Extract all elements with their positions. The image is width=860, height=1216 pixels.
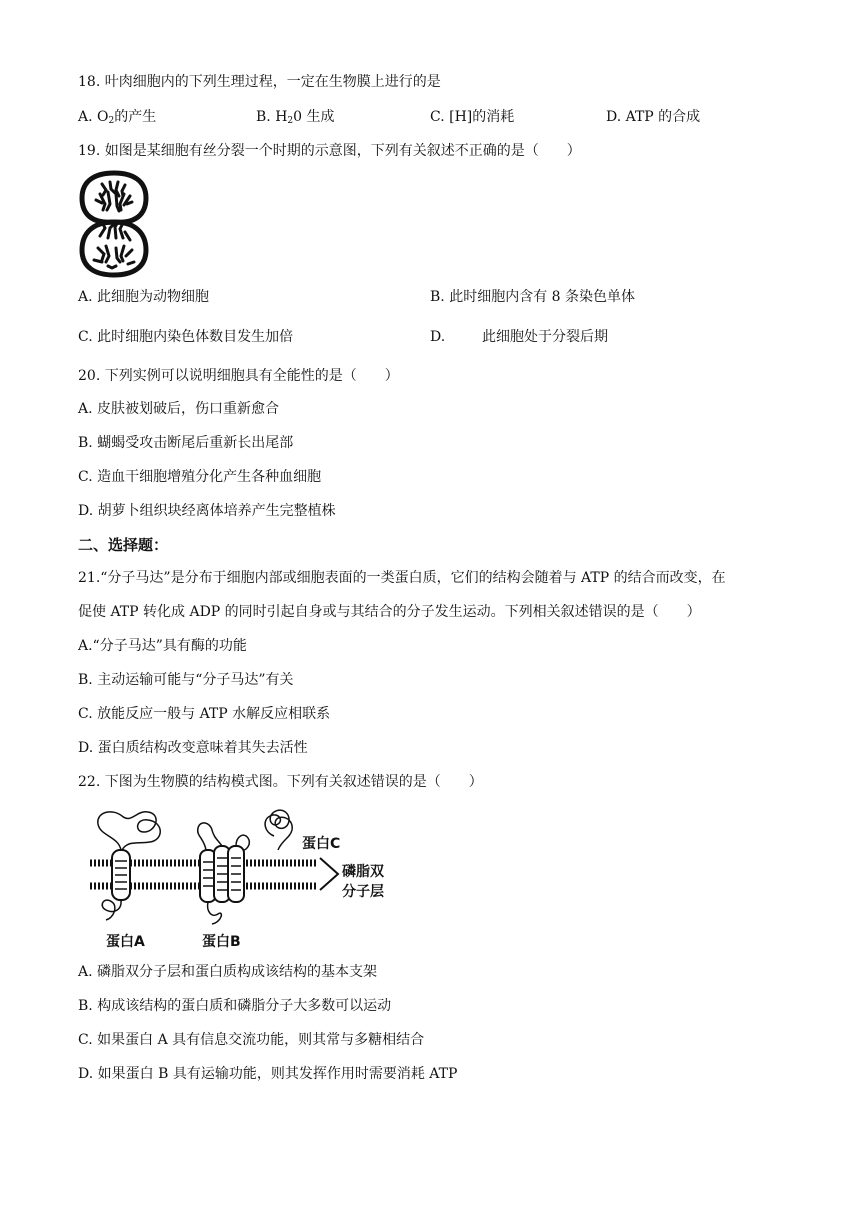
q19-stem: 19. 如图是某细胞有丝分裂一个时期的示意图，下列有关叙述不正确的是（ ） bbox=[78, 143, 581, 159]
q19-option-c: C. 此时细胞内染色体数目发生加倍 bbox=[78, 329, 294, 345]
section-heading: 二、选择题： bbox=[78, 536, 169, 554]
membrane-structure-figure bbox=[88, 806, 398, 954]
q22-option-a: A. 磷脂双分子层和蛋白质构成该结构的基本支架 bbox=[78, 964, 378, 980]
label-protein-c: 蛋白C bbox=[302, 836, 341, 852]
q22-option-c: C. 如果蛋白 A 具有信息交流功能，则其常与多糖相结合 bbox=[78, 1032, 425, 1048]
q20-option-a: A. 皮肤被划破后，伤口重新愈合 bbox=[78, 401, 280, 417]
q22-option-b: B. 构成该结构的蛋白质和磷脂分子大多数可以运动 bbox=[78, 998, 392, 1014]
q18-option-d: D. ATP 的合成 bbox=[606, 109, 701, 125]
q18-option-c: C. [H]的消耗 bbox=[430, 109, 515, 125]
q19-option-d-label: D. bbox=[430, 329, 446, 345]
q21-option-a: A.“分子马达”具有酶的功能 bbox=[78, 638, 247, 654]
q20-option-b: B. 蝴蝎受攻击断尾后重新长出尾部 bbox=[78, 435, 294, 451]
q21-stem-line1: 21.“分子马达”是分布于细胞内部或细胞表面的一类蛋白质，它们的结构会随着与 ATP 的结合而改变，在 bbox=[78, 570, 726, 586]
q18-option-a: A. $O_2$的产生 bbox=[78, 109, 157, 126]
label-bilayer-line1: 磷脂双 bbox=[342, 864, 384, 880]
q20-option-d: D. 胡萝卜组织块经离体培养产生完整植株 bbox=[78, 503, 336, 519]
q19-option-d-text: 此细胞处于分裂后期 bbox=[482, 329, 608, 345]
q20-option-c: C. 造血干细胞增殖分化产生各种血细胞 bbox=[78, 469, 322, 485]
q19-option-b: B. 此时细胞内含有 8 条染色单体 bbox=[430, 289, 635, 305]
label-protein-a: 蛋白A bbox=[106, 934, 145, 950]
mitosis-cell-figure bbox=[78, 170, 150, 278]
label-bilayer-line2: 分子层 bbox=[342, 884, 384, 900]
label-protein-b: 蛋白B bbox=[202, 934, 241, 950]
q18-option-b: B. $H_20$ 生成 bbox=[256, 109, 335, 126]
q22-option-d: D. 如果蛋白 B 具有运输功能，则其发挥作用时需要消耗 ATP bbox=[78, 1066, 458, 1082]
q21-option-c: C. 放能反应一般与 ATP 水解反应相联系 bbox=[78, 706, 331, 722]
q20-stem: 20. 下列实例可以说明细胞具有全能性的是（ ） bbox=[78, 368, 399, 384]
q21-stem-line2: 促使 ATP 转化成 ADP 的同时引起自身或与其结合的分子发生运动。下列相关叙述错误的是（ ） bbox=[78, 604, 701, 620]
q22-stem: 22. 下图为生物膜的结构模式图。下列有关叙述错误的是（ ） bbox=[78, 774, 483, 790]
q21-option-d: D. 蛋白质结构改变意味着其失去活性 bbox=[78, 740, 308, 756]
q21-option-b: B. 主动运输可能与“分子马达”有关 bbox=[78, 672, 294, 688]
q18-stem: 18. 叶肉细胞内的下列生理过程，一定在生物膜上进行的是 bbox=[78, 74, 441, 90]
q19-option-a: A. 此细胞为动物细胞 bbox=[78, 289, 210, 305]
